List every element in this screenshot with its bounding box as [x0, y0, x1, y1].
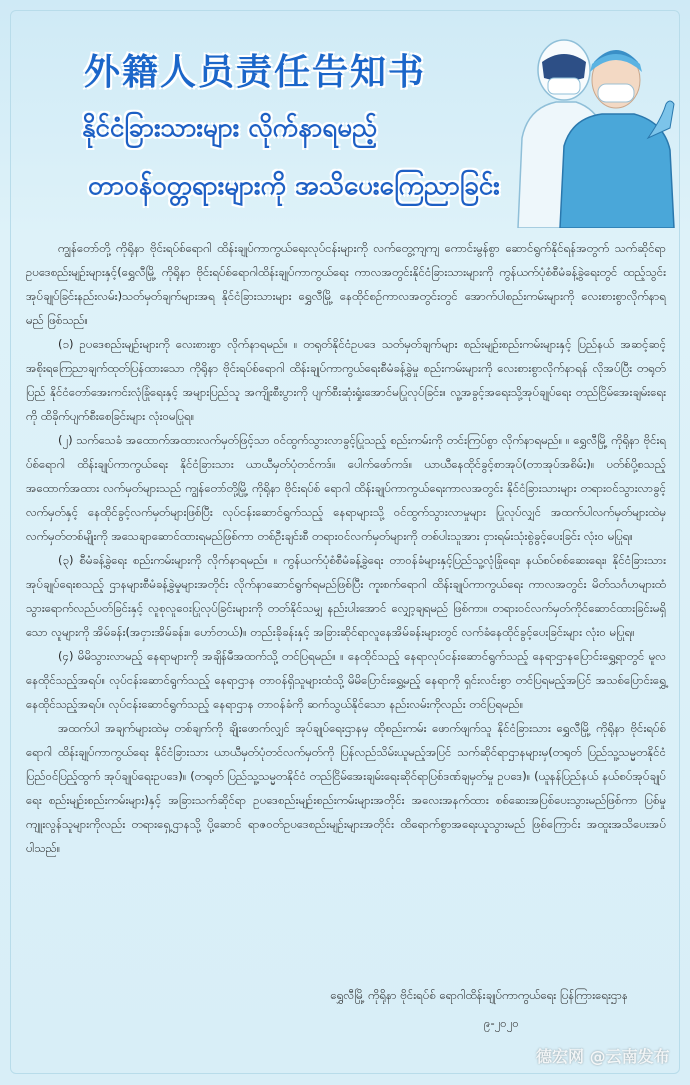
paragraph-penalty: အထက်ပါ အချက်များထဲမှ တစ်ချက်ကို ချိုးဖောက်လျှင် အုပ်ချုပ်ရေးဌာနမှ ထိုစည်းကမ်း ဖောက်ဖျက်သူ နိုင်ငံခြားသား ရွှေလီမြို့ ကိုရိုနာ ဗိုင်းရပ်စ်ရောဂါ ထိန်းချုပ်ကာကွယ်ရေး နိုင်ငံခြားသား ယာယီမှတ်ပုံတင်လက်မှတ်ကို ပြန်လည်သိမ်းယူမည့်အပြင် သက်ဆိုင်ရာဌာနများမှ(တရုတ် ပြည်သူ့သမ္မတနိုင်ငံပြည်ဝင်ပြည့်ထွက် အုပ်ချုပ်ရေးဥပဒေ)။ (တရုတ် ပြည်သူ့သမ္မတနိုင်ငံ တည်ငြိမ်အေးချမ်းရေးဆိုင်ရာပြစ်ဒဏ်ချမှတ်မှု ဥပဒေ)။ (ယူနန်ပြည်နယ် နယ်စပ်အုပ်ချုပ်ရေး စည်းမျဉ်းစည်းကမ်းများ)နှင့် အခြားသက်ဆိုင်ရာ ဥပဒေစည်းမျဉ်းစည်းကမ်းများအတိုင်း အလေးအနက်ထား စစ်ဆေးအပြစ်ပေးသွားမည်ဖြစ်ကာ ပြစ်မှုကျူးလွန်သူများကိုလည်း တရားရှေ့ဌာနသို့ ပို့ဆောင် ရာဇဝတ်ဥပဒေစည်းမျဉ်းများအတိုင်း ထိရောက်စွာအရေးယူသွားမည် ဖြစ်ကြောင်း အထူးအသိပေးအပ်ပါသည်။: [26, 721, 666, 855]
paragraph-rule-2: (၂) သက်သေခံ အထောက်အထားလက်မှတ်ဖြင့်သာ ဝင်ထွက်သွားလာခွင့်ပြုသည့် စည်းကမ်းကို တင်းကြပ်စွာ လိုက်နာရမည်။ ။ ရွှေလီမြို့ ကိုရိုနာ ဗိုင်းရပ်စ်ရောဂါ ထိန်းချုပ်ကာကွယ်ရေး နိုင်ငံခြားသား ယာယီမှတ်ပုံတင်ကဒ်။ ပေါက်ဖော်ကဒ်။ ယာယီနေထိုင်ခွင့်စာအုပ်(တာအုပ်အစိမ်း)။ ပတ်စ်ပို့စသည့် အထောက်အထား လက်မှတ်များသည် ကျွန်တော်တို့မြို့ ကိုရိုနာ ဗိုင်းရပ်စ် ရောဂါ ထိန်းချုပ်ကာကွယ်ရေးကာလအတွင်း နိုင်ငံခြားသားများ တရားဝင်သွားလာခွင့် လက်မှတ်နှင့် နေထိုင်ခွင့်လက်မှတ်များဖြစ်ပြီး လုပ်ငန်းဆောင်ရွက်သည့် နေရာများသို့ ဝင်ထွက်သွားလာမှုများ ပြုလုပ်လျှင် အထက်ပါလက်မှတ်များထဲမှ လက်မှတ်တစ်မျိုးကို အသေချာဆောင်ထားရမည်ဖြစ်ကာ တစ်ဦးချင်းစီ တရားဝင်လက်မှတ်များကို တစ်ပါးသူအား ငှားရမ်းသုံးစွဲခွင့်ပေးခြင်း လုံးဝ မပြုရ။: [26, 433, 666, 543]
notice-body: [26, 236, 666, 860]
paragraph-rule-4: (၄) မိမိသွားလာမည့် နေရာများကို အချိန်မီအထက်သို့ တင်ပြရမည်။ ။ နေထိုင်သည့် နေရာလုပ်ငန်းဆောင်ရွက်သည့် နေရာဌာနပြောင်းရွှေ့ရာတွင် မူလနေထိုင်သည့်အရပ်။ လုပ်ငန်းဆောင်ရွက်သည့် နေရာဌာန တာဝန်ရှိသူများထံသို့ မိမိပြောင်းရွှေ့မည့် နေရာကို ရှင်းလင်းစွာ တင်ပြရမည့်အပြင် အသစ်ပြောင်းရွှေ့နေထိုင်သည့်အရပ်။ လုပ်ငန်းဆောင်ရွက်သည့် နေရာဌာန တာဝန်ခံကို ဆက်သွယ်နိုင်သော နည်းလမ်းကိုလည်း တင်ပြရမည်။: [26, 649, 666, 711]
paragraph-rule-3: (၃) စီမံခန့်ခွဲရေး စည်းကမ်းများကို လိုက်နာရမည်။ ။ ကွန်ယက်ပုံစံစီမံခန့်ခွဲရေး တာဝန်ခံများနှင့်ပြည်သူ့လုံခြုံရေး၊ နယ်စပ်စစ်ဆေးရေး၊ နိုင်ငံခြားသား အုပ်ချုပ်ရေးစသည့် ဌာနများစီမံခန့်ခွဲမှုများအတိုင်း လိုက်နာဆောင်ရွက်ရမည်ဖြစ်ပြီး ကူးစက်ရောဂါ ထိန်းချုပ်ကာကွယ်ရေး ကာလအတွင်း မိတ်သင်္ဂဟများထံ သွားရောက်လည်ပတ်ခြင်းနှင့် လူစုလူဝေးပြုလုပ်ခြင်းများကို တတ်နိုင်သမျှ နည်းပါးအောင် လျှော့ချရမည် ဖြစ်ကာ။ တရားဝင်လက်မှတ်ကိုင်ဆောင်ထားခြင်းမရှိသော လူများကို အိမ်ခန်း(အငှားအိမ်ခန်း။ ဟော်တယ်)။ တည်းခိုခန်းနှင့် အခြားဆိုင်ရာလူနေအိမ်ခန်းများတွင် လက်ခံနေထိုင်ခွင့်ပေးခြင်းများ လုံးဝ မပြုရ။: [26, 553, 666, 639]
header: [0, 0, 690, 228]
issue-date: ၉-၂၀၂၀: [484, 1016, 519, 1030]
watermark: 德宏网 @云南发布: [536, 1047, 670, 1066]
issuer-signature: ရွှေလီမြို့ ကိုရိုနာ ဗိုင်းရပ်စ် ရောဂါထိန်းချုပ်ကာကွယ်ရေး ပြန်ကြားရေးဌာန: [330, 988, 628, 1002]
paragraph-intro: ကျွန်တော်တို့ ကိုရိုနာ ဗိုင်းရပ်စ်ရောဂါ ထိန်းချုပ်ကာကွယ်ရေးလုပ်ငန်းများကို လက်တွေ့ကျကျ ကောင်းမွန်စွာ ဆောင်ရွက်နိုင်ရန်အတွက် သက်ဆိုင်ရာဥပဒေစည်းမျဉ်းများနှင့်(ရွှေလီမြို့ ကိုရိုနာ ဗိုင်းရပ်စ်ရောဂါထိန်းချုပ်ကာကွယ်ရေး ကာလအတွင်းနိုင်ငံခြားသားများကို ကွန်ယက်ပုံစံစီမံခန့်ခွဲရေးတွင် ထည့်သွင်းအုပ်ချုပ်ခြင်းနည်းလမ်း)သတ်မှတ်ချက်များအရ နိုင်ငံခြားသားများ ရွှေလီမြို့ နေထိုင်စဉ်ကာလအတွင်းတွင် အောက်ပါစည်းကမ်းများကို လေးစားစွာလိုက်နာရမည် ဖြစ်သည်။: [26, 241, 666, 327]
paragraph-rule-1: (၁) ဥပဒေစည်းမျဉ်းများကို လေးစားစွာ လိုက်နာရမည်။ ။ တရုတ်နိုင်ငံဥပဒေ သတ်မှတ်ချက်များ စည်းမျဉ်းစည်းကမ်းများနှင့် ပြည်နယ် အဆင့်ဆင့် အစိုးရကြေညာချက်ထုတ်ပြန်ထားသော ကိုရိုနာ ဗိုင်းရပ်စ်ရောဂါ ထိန်းချုပ်ကာကွယ်ရေးစီမံခန့်ခွဲမှု စည်းကမ်းများကို လေးစားစွာလိုက်နာရန် လိုအပ်ပြီး တရုတ်ပြည် နိုင်ငံတော်အေးကင်းလုံခြုံရေးနှင့် အများပြည်သူ အကျိုးစီးပွားကို ပျက်စီးဆုံးရှုံးအောင်မပြုလုပ်ခြင်း။ လူ့အခွင့်အရေးသို့အုပ်ချုပ်ရေး တည်ငြိမ်အေးချမ်းရေးကို ထိခိုက်ပျက်စီးစေခြင်းများ လုံးဝမပြုရ။: [26, 337, 666, 423]
medical-workers-illustration: [498, 18, 676, 228]
title-myanmar-line-1: နိုင်ငံခြားသားများ လိုက်နာရမည့်: [82, 113, 378, 143]
title-myanmar-line-2: တာဝန်ဝတ္တရားများကို အသိပေးကြေညာခြင်း: [88, 171, 500, 201]
title-chinese: 外籍人员责任告知书: [84, 52, 427, 93]
